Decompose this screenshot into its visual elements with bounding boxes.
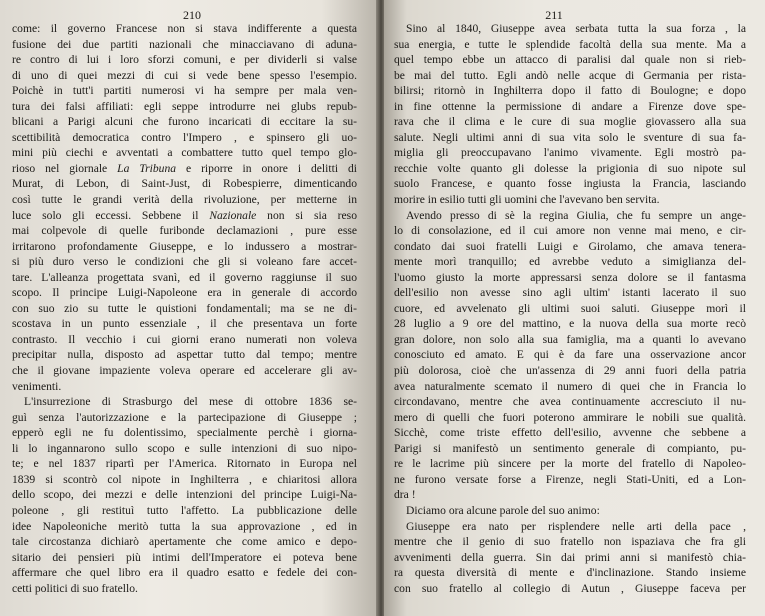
text-line: gran dolore, non solo alla sua famiglia, ma a quanti lo avevano: [394, 332, 746, 346]
text-line: Sino al 1840, Giuseppe avea serbata tutta la sua forza , la: [406, 22, 746, 35]
text-line: con suo fratello al collegio di Autun , Giuseppe faceva per: [394, 581, 746, 595]
text-line: bilirsi; ritornò in Inghilterra dopo il fatto di Boulogne; e dopo: [394, 84, 746, 98]
text-line: tura dei falsi affiliati: egli seppe introdurre nei glubs repub-: [12, 99, 357, 113]
text-line: in fine ottenne la permissione di andare a Firenze dove spe-: [394, 99, 746, 113]
right-page: [384, 0, 765, 616]
text-line: condato dai suoi fratelli Luigi e Girolamo, che amava tenera-: [394, 239, 746, 253]
text-line: mentre che il genio di suo fratello non ispaziava che fra gli: [394, 535, 746, 549]
text-line: scopo. Il principe Luigi-Napoleone era in generale di accordo: [12, 286, 357, 300]
text-line: avea naturalmente scemato il numero di quei che in Francia lo: [394, 379, 746, 393]
text-line: cetti politici di suo fratello.: [12, 581, 138, 595]
left-text-block: [12, 21, 357, 596]
text-line: sua energia, e tutte le splendide facoltà della sua mente. Ma a: [394, 37, 746, 51]
text-line: idee Napoleoniche meritò tutta la sua approvazione , ed in: [12, 519, 357, 533]
text-line: affermare che quel libro era il quadro esatto e fedele dei con-: [12, 566, 357, 580]
text-line: tare. L'alleanza progettata svanì, ed il governo raggiunse il suo: [12, 270, 357, 284]
text-line: mente morì tranquillo; ed avrebbe veduto a simiglianza del-: [394, 255, 746, 269]
text-line: così tutte le grandi verità della rivoluzione, per metterne in: [12, 193, 357, 207]
text-line: ra questa diversità di mente e d'inclinazione. Stando insieme: [394, 566, 746, 580]
text-line: scostava in un punto essenziale , il che presentava un forte: [12, 317, 357, 331]
text-line: l'uomo giusto la morte appressarsi senza dolore se il fantasma: [394, 270, 746, 284]
text-line: contrasto. Il vecchio i cui giorni erano numerati non voleva: [12, 332, 357, 346]
text-line: mai colpevole di quelle furibonde declamazioni , pure esse: [12, 224, 357, 238]
text-line: come: il governo Francese non si stava indifferente a questa: [12, 22, 357, 35]
text-line: venimenti.: [12, 379, 62, 393]
text-line: dell'esilio non avesse sino agli ultim' istanti lacerato il suo: [394, 286, 746, 300]
text-line: poleone , gli restituì tutto l'affetto. La pubblicazione delle: [12, 503, 357, 517]
text-line: Parigi si manifestò un sentimento generale di compianto, pu-: [394, 441, 746, 455]
text-line: conosciuto ed amato. E qui è da fare una osservazione ancor: [394, 348, 746, 362]
text-line: salute. Negli ultimi anni di sua vita solo le sventure di sua fa-: [394, 130, 746, 144]
text-line: 1839 si scontrò col nipote in Inghilterra , e chiaritosi allora: [12, 472, 357, 486]
text-line: epperò egli ne fu dolentissimo, specialmente perchè i giorna-: [12, 426, 357, 440]
text-line: Avendo presso di sè la regina Giulia, che fu sempre un ange-: [406, 208, 746, 222]
text-line: re contro di lui i loro sforzi comuni, e per dividerli si valse: [12, 53, 357, 67]
text-line: più dolorosa, cioè che un'assenza di 29 anni fuori della patria: [394, 364, 746, 378]
text-line: sitario dei pensieri più intimi dell'Imperatore ei poteva bene: [12, 550, 357, 564]
text-line: dra !: [394, 488, 416, 502]
text-line: scettibilità democratica contro l'Impero , e spinsero gli uo-: [12, 130, 357, 144]
text-line: quel tempo ebbe un attacco di paralisi dal quale non si rieb-: [394, 53, 746, 67]
text-line: si più duro verso le condizioni che gli si voleano fare accet-: [12, 255, 357, 269]
text-line: luce solo gli eccessi. Sebbene il Nazionale non si sia reso: [12, 208, 357, 222]
page-number: 210: [183, 8, 201, 22]
text-line: Giuseppe era nato per risplendere nelle arti della pace ,: [406, 519, 746, 533]
text-line: tale circostanza dichiarò apertamente che come amico e depo-: [12, 535, 357, 549]
text-line: rioso nel giornale La Tribuna e riporre in onore i delitti di: [12, 161, 357, 175]
text-line: ne furono versate forse a Firenze, negli Stati-Uniti, ed a Lon-: [394, 472, 746, 486]
text-line: circondavano, mentre che avea continuamente accresciuto il nu-: [394, 395, 746, 409]
text-line: blicani a Parigi alcuni che furono incaricati di eccitare la su-: [12, 115, 357, 129]
text-line: dello scopo, dei mezzi e delle intenzioni del principe Luigi-Na-: [12, 488, 357, 502]
text-line: be mai del tutto. Egli andò nelle acque di Germania per rista-: [394, 68, 746, 82]
left-page: [0, 0, 378, 616]
text-line: guì senza l'autorizzazione e la partecipazione di Giuseppe ;: [12, 410, 357, 424]
text-line: L'insurrezione di Strasburgo del mese di ottobre 1836 se-: [24, 395, 357, 409]
text-line: che il giovane impaziente voleva operare ed accelerare gli av-: [12, 364, 357, 378]
text-line: fusione dei due partiti nazionali che minacciavano di aduna-: [12, 37, 357, 51]
text-line: avvenimenti della guerra. Sin dai primi anni si manifestò chia-: [394, 550, 746, 564]
text-line: Poichè in tutt'i partiti numerosi vi ha sempre per mala ven-: [12, 84, 357, 98]
text-line: cuore, ed avvelenato gli ultimi suoi saluti. Giuseppe morì il: [394, 301, 746, 315]
text-line: rava che il clima e le cure di sua moglie giovassero alla sua: [394, 115, 746, 129]
text-line: mero di quelli che fuori poterono ammirare le nobili sue qualità.: [394, 410, 746, 424]
text-line: te; e nel 1837 ripartì per l'America. Ritornato in Europa nel: [12, 457, 357, 471]
text-line: li lo ingannarono sullo scopo e sulle intenzioni di suo nipo-: [12, 441, 357, 455]
page-number: 211: [545, 8, 563, 22]
text-line: 28 luglio a 9 ore del mattino, e la nuova della sua morte recò: [394, 317, 746, 331]
text-line: Diciamo ora alcune parole del suo animo:: [406, 503, 600, 517]
text-line: recchie volte quanto gli dolesse la prigionia di suo nipote sul: [394, 161, 746, 175]
text-line: suolo Francese, e quanto fosse ingiusta la Francia, lasciando: [394, 177, 746, 191]
text-line: con suo zio su tutte le quistioni fondamentali; ma se ne di-: [12, 301, 357, 315]
text-line: mini più ciechi e avventati a combattere tutto quel tempo glo-: [12, 146, 357, 160]
text-line: Murat, di Lebon, di Saint-Just, di Robespierre, dimenticando: [12, 177, 357, 191]
text-line: Sicchè, come triste effetto dell'esilio, avvenne che sebbene a: [394, 426, 746, 440]
text-line: re le lacrime più sincere per la morte del fratello di Napoleo-: [394, 457, 746, 471]
text-line: di uno di quei mezzi di cui si vede bene spesso l'esempio.: [12, 68, 357, 82]
text-line: miglia gli preoccupavano l'animo vivamente. Egli mostrò pa-: [394, 146, 746, 160]
text-line: irritarono profondamente Giuseppe, e lo indussero a mostrar-: [12, 239, 357, 253]
right-text-block: [394, 21, 746, 596]
text-line: lo di consolazione, ed il cui amore non venne mai meno, e cir-: [394, 224, 746, 238]
text-line: morire in esilio tutti gli uomini che l'avevano ben servita.: [394, 193, 660, 207]
text-line: precipitar nulla, disposto ad aspettar tutto dal tempo; mentre: [12, 348, 357, 362]
